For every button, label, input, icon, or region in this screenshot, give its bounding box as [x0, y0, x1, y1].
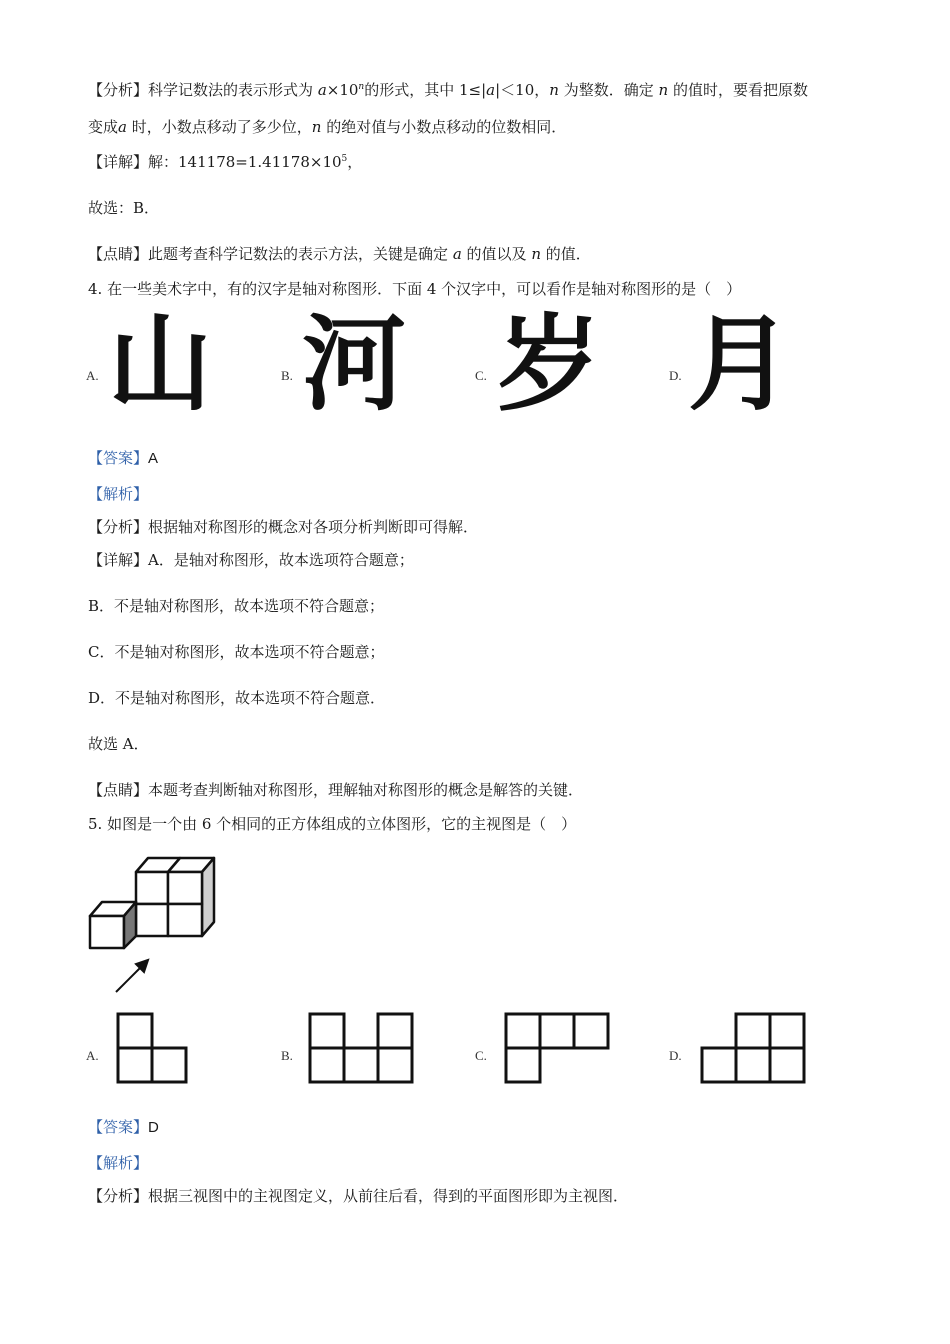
- q4-option-c-label: C.: [475, 368, 487, 383]
- q4-option-a-char: 山: [108, 303, 213, 425]
- q5-analysis: 【分析】根据三视图中的主视图定义，从前往后看，得到的平面图形即为主视图．: [88, 1187, 629, 1205]
- q3-detail: 【详解】解：$141178=1.41178\times 10^5$，: [88, 153, 363, 171]
- q5-option-d-label: D.: [669, 1048, 682, 1063]
- q3-analysis-line2: 变成a 时，小数点移动了多少位，n 的绝对值与小数点移动的位数相同．: [88, 118, 567, 136]
- analysis-tag: 【分析】: [88, 81, 149, 99]
- detail-tag: 【详解】: [88, 153, 149, 171]
- q5-option-c-label: C.: [475, 1048, 487, 1063]
- q4-jiexi-tag: 【解析】: [88, 485, 149, 503]
- answer-tag: 【答案】: [88, 1118, 149, 1136]
- q4-detail-b: B．不是轴对称图形，故本选项不符合题意；: [88, 597, 385, 615]
- q5-option-d-figure: [700, 1012, 808, 1084]
- q4-option-a-label: A.: [86, 368, 99, 383]
- q4-detail-c: C．不是轴对称图形，故本选项不符合题意；: [88, 643, 385, 661]
- q4-option-d-label: D.: [669, 368, 682, 383]
- q4-question: 4. 在一些美术字中，有的汉字是轴对称图形．下面 4 个汉字中，可以看作是轴对称图形的是（ ）: [88, 280, 742, 298]
- q4-answer: [88, 448, 158, 469]
- q3-analysis-line1: 【分析】科学记数法的表示形式为 $a\times 10^n$的形式，其中 1≤|a|＜10，n 为整数．确定 n 的值时，要看把原数: [88, 81, 808, 99]
- q4-choose: 故选 A．: [88, 735, 149, 753]
- q4-option-b-label: B.: [281, 368, 293, 383]
- q4-option-d-char: 月: [688, 303, 793, 425]
- q4-option-c-char: 岁: [497, 303, 602, 425]
- q4-option-b-char: 河: [302, 303, 407, 425]
- answer-value: A: [148, 450, 159, 467]
- q5-answer: [88, 1117, 159, 1138]
- q5-cube-figure: [84, 852, 224, 1002]
- note-tag: 【点睛】: [88, 245, 149, 263]
- q5-option-c-figure: [504, 1012, 610, 1084]
- q5-option-a-label: A.: [86, 1048, 99, 1063]
- q5-option-a-figure: [116, 1012, 188, 1084]
- q3-choose: 故选：B．: [88, 199, 160, 217]
- q5-option-b-figure: [308, 1012, 414, 1084]
- q4-detail-d: D．不是轴对称图形，故本选项不符合题意．: [88, 689, 386, 707]
- q3-note: 【点睛】此题考查科学记数法的表示方法，关键是确定 a 的值以及 n 的值．: [88, 245, 591, 263]
- q4-analysis: 【分析】根据轴对称图形的概念对各项分析判断即可得解．: [88, 518, 479, 536]
- q5-jiexi-tag: 【解析】: [88, 1154, 149, 1172]
- answer-tag: 【答案】: [88, 449, 149, 467]
- q4-note: 【点睛】本题考查判断轴对称图形，理解轴对称图形的概念是解答的关键．: [88, 781, 584, 799]
- q4-detail-a: 【详解】A．是轴对称图形，故本选项符合题意；: [88, 551, 414, 569]
- answer-value: D: [148, 1119, 159, 1136]
- q5-question: 5. 如图是一个由 6 个相同的正方体组成的立体图形，它的主视图是（ ）: [88, 815, 577, 833]
- q5-option-b-label: B.: [281, 1048, 293, 1063]
